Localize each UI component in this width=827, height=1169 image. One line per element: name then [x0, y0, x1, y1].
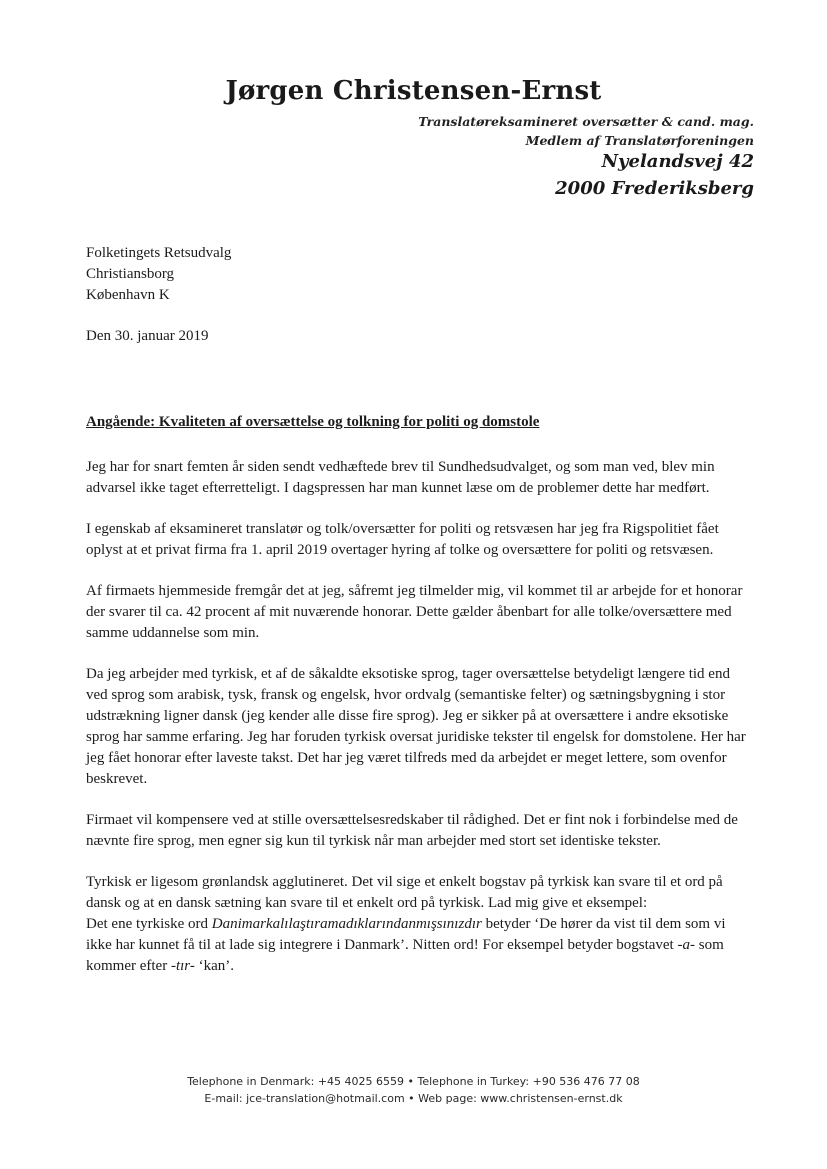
- sender-city: 2000 Frederiksberg: [555, 178, 754, 199]
- body-paragraph: Tyrkisk er ligesom grønlandsk agglutineret. Det vil sige et enkelt bogstav på tyrkisk kan svare til et ord på dansk og at en dansk sætning kan svare til et enkelt ord på tyrkisk. Lad mig give et eksempel:: [86, 874, 723, 911]
- example-connector: som kommer efter: [86, 937, 724, 974]
- sender-name: Jørgen Christensen-Ernst: [225, 76, 602, 106]
- example-letter: -a-: [677, 937, 695, 953]
- sender-title: Translatøreksamineret oversætter & cand. mag.: [418, 114, 754, 129]
- example-intro: Det ene tyrkiske ord: [86, 916, 212, 932]
- body-paragraph: Da jeg arbejder med tyrkisk, et af de såkaldte eksotiske sprog, tager oversættelse betydeligt længere tid end ved sprog som arabisk, tysk, fransk og engelsk, hvor ordvalg (semantiske felter) og sætningsbygning i stor udstrækning ligner dansk (jeg kender alle disse fire sprog). Jeg er sikker på at oversættere i andre eksotiske sprog har samme erfaring. Jeg har foruden tyrkisk oversat juridiske tekster til engelsk for domstolene. Her har jeg fået honorar efter laveste takst. Det har jeg været tilfreds med da arbejdet er meget lettere, som ovenfor beskrevet.: [86, 666, 746, 787]
- example-end: ‘kan’.: [194, 958, 234, 974]
- example-suffix: -tır-: [170, 958, 195, 974]
- recipient-address: [86, 243, 231, 306]
- letter-subject: Angående: Kvaliteten af oversættelse og tolkning for politi og domstole: [86, 414, 540, 430]
- sender-street: Nyelandsvej 42: [601, 151, 754, 172]
- turkish-word: Danimarkalılaştıramadıklarındanmışsınızdır: [211, 916, 482, 932]
- sender-membership: Medlem af Translatørforeningen: [525, 133, 754, 148]
- footer-contact: E-mail: jce-translation@hotmail.com • Web page: www.christensen-ernst.dk: [204, 1092, 623, 1105]
- recipient-line: København K: [86, 287, 170, 303]
- body-paragraph: I egenskab af eksamineret translatør og tolk/oversætter for politi og retsvæsen har jeg fra Rigspolitiet fået oplyst at et privat firma fra 1. april 2019 overtager hyring af tolke og oversættere for politi og retsvæsen.: [86, 521, 719, 558]
- recipient-line: Folketingets Retsudvalg: [86, 245, 232, 261]
- body-paragraph: Af firmaets hjemmeside fremgår det at jeg, såfremt jeg tilmelder mig, vil kommet til ar arbejde for et honorar der svarer til ca. 42 procent af mit nuværende honorar. Dette gælder åbenbart for alle tolke/oversættere med samme uddannelse som min.: [86, 583, 743, 641]
- letter-date: Den 30. januar 2019: [86, 328, 209, 344]
- example-paragraph: [86, 914, 754, 977]
- example-translation: betyder ‘De hører da vist til dem som vi ikke har kunnet få til at lade sig integrere i Danmark’. Nitten ord! For eksempel betyder bogstavet: [86, 916, 726, 953]
- footer-phones: Telephone in Denmark: +45 4025 6559 • Telephone in Turkey: +90 536 476 77 08: [187, 1075, 640, 1088]
- body-paragraph: Firmaet vil kompensere ved at stille oversættelsesredskaber til rådighed. Det er fint nok i forbindelse med de nævnte fire sprog, men egner sig kun til tyrkisk når man arbejder med stort set identiske tekster.: [86, 812, 738, 849]
- letter-body: [86, 457, 754, 977]
- letter-footer: [0, 1073, 827, 1107]
- recipient-line: Christiansborg: [86, 266, 175, 282]
- body-paragraph: Jeg har for snart femten år siden sendt vedhæftede brev til Sundhedsudvalget, og som man ved, blev min advarsel ikke taget efterretteligt. I dagspressen har man kunnet læse om de problemer dette har medført.: [86, 459, 715, 496]
